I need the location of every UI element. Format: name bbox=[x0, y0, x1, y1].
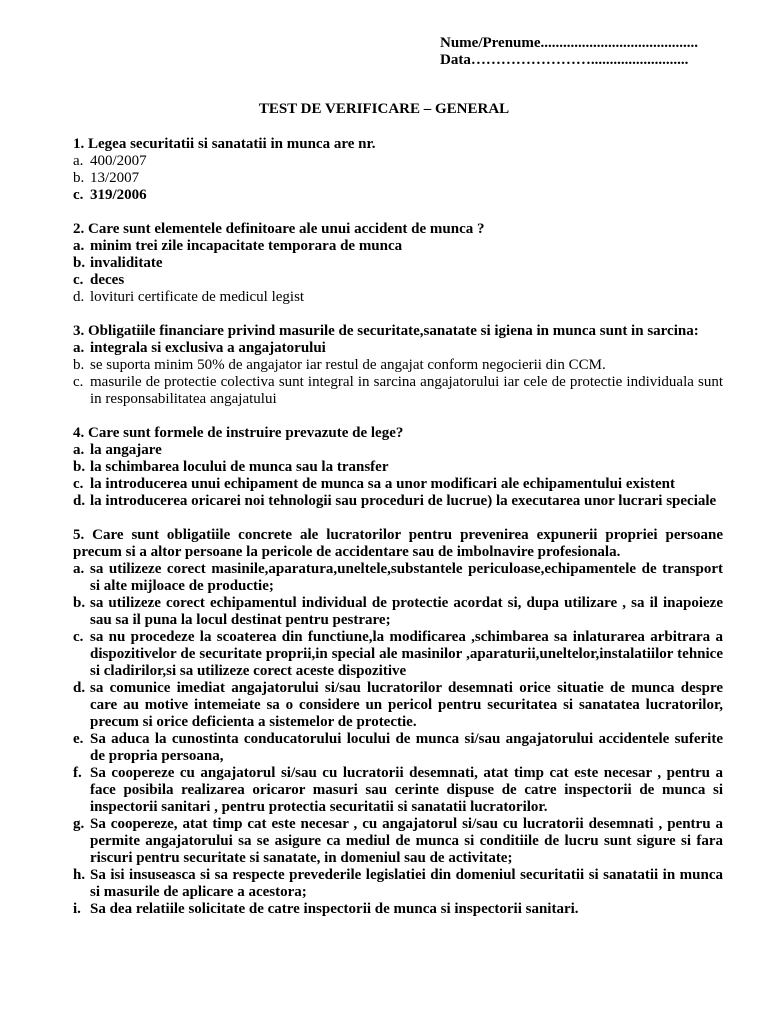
answer-option bbox=[73, 170, 723, 187]
option-text: Sa aduca la cunostinta conducatorului locului de munca si/sau angajatorului accidentele suferite de propria persoana, bbox=[90, 731, 723, 764]
answer-option bbox=[73, 816, 723, 867]
option-letter: a. bbox=[73, 153, 84, 169]
test-title: TEST DE VERIFICARE – GENERAL bbox=[258, 101, 510, 117]
option-text: sa nu procedeze la scoaterea din functiune,la modificarea ,schimbarea sa inlaturarea arbitrara a dispozitivelor de securitate proprii,in special ale masinilor ,aparaturii,uneltelor,instalatiilor tehnice si cladirilor,si sa utilizeze corect aceste dispozitive bbox=[90, 629, 723, 679]
option-letter: d. bbox=[73, 289, 85, 305]
answer-option bbox=[73, 493, 723, 510]
question-text: 1. Legea securitatii si sanatatii in munca are nr. bbox=[73, 136, 376, 152]
question-block bbox=[73, 527, 723, 918]
answer-option bbox=[73, 374, 723, 408]
question-block bbox=[73, 221, 723, 306]
option-text: Sa coopereze cu angajatorul si/sau cu lucratorii desemnati, atat timp cat este necesar , pentru a face posibila realizarea oricaror masuri sau cerinte dispuse de catre inspectorii de munca si inspectorii sanitari , pentru protectia securitatii si sanatatii lucratorilor. bbox=[90, 765, 723, 815]
option-text: la introducerea unui echipament de munca sa a unor modificari ale echipamentului existent bbox=[90, 476, 676, 492]
option-letter: a. bbox=[73, 442, 85, 458]
question-text: 3. Obligatiile financiare privind masurile de securitate,sanatate si igiena in munca sunt in sarcina: bbox=[73, 323, 699, 339]
option-letter: a. bbox=[73, 238, 85, 254]
option-letter: c. bbox=[73, 187, 84, 203]
option-text: sa comunice imediat angajatorului si/sau lucratorilor desemnati orice situatie de munca despre care au motive intemeiate sa o considere un pericol pentru securitatea si sanatatea lucratorilor, precum si orice deficienta a sistemelor de protectie. bbox=[90, 680, 723, 730]
questions-list bbox=[73, 136, 723, 935]
answer-option bbox=[73, 340, 723, 357]
option-letter: b. bbox=[73, 595, 86, 611]
option-text: Sa dea relatiile solicitate de catre inspectorii de munca si inspectorii sanitari. bbox=[90, 901, 579, 917]
answer-option bbox=[73, 680, 723, 731]
option-letter: c. bbox=[73, 272, 84, 288]
option-letter: c. bbox=[73, 476, 84, 492]
option-letter: b. bbox=[73, 459, 86, 475]
answer-option bbox=[73, 255, 723, 272]
answer-option bbox=[73, 357, 723, 374]
answer-option bbox=[73, 289, 723, 306]
answer-option bbox=[73, 629, 723, 680]
answer-option bbox=[73, 476, 723, 493]
question-text: 4. Care sunt formele de instruire prevazute de lege? bbox=[73, 425, 404, 441]
option-letter: e. bbox=[73, 731, 84, 747]
header-fields bbox=[440, 35, 698, 69]
option-letter: a. bbox=[73, 561, 85, 577]
name-field-line: Nume/Prenume.......................................... bbox=[440, 35, 699, 51]
option-letter: g. bbox=[73, 816, 85, 832]
answer-option bbox=[73, 153, 723, 170]
answer-option bbox=[73, 187, 723, 204]
option-text: minim trei zile incapacitate temporara de munca bbox=[90, 238, 403, 254]
option-letter: d. bbox=[73, 680, 86, 696]
option-letter: a. bbox=[73, 340, 85, 356]
date-field-line: Data…………………….......................... bbox=[440, 52, 689, 68]
answer-option bbox=[73, 459, 723, 476]
option-letter: f. bbox=[73, 765, 82, 781]
option-text: invaliditate bbox=[90, 255, 163, 271]
option-text: Sa isi insuseasca si sa respecte prevederile legislatiei din domeniul securitatii si sanatatii in munca si masurile de aplicare a acestora; bbox=[90, 867, 723, 900]
option-letter: b. bbox=[73, 255, 86, 271]
answer-option bbox=[73, 272, 723, 289]
option-letter: d. bbox=[73, 493, 86, 509]
question-text: 2. Care sunt elementele definitoare ale unui accident de munca ? bbox=[73, 221, 485, 237]
option-text: se suporta minim 50% de angajator iar restul de angajat conform negocierii din CCM. bbox=[90, 357, 606, 373]
option-text: Sa coopereze, atat timp cat este necesar , cu angajatorul si/sau cu lucratorii desemnati , pentru a permite angajatorului sa se asigure ca mediul de munca si conditiile de lucru sunt sigure si fara riscuri pentru securitate si sanatate, in domeniul sau de activitate; bbox=[90, 816, 723, 866]
option-text: 13/2007 bbox=[90, 170, 140, 186]
question-block bbox=[73, 425, 723, 510]
option-letter: b. bbox=[73, 170, 85, 186]
option-text: deces bbox=[90, 272, 125, 288]
option-text: la introducerea oricarei noi tehnologii sau proceduri de lucrue) la executarea unor lucrari speciale bbox=[90, 493, 717, 509]
answer-option bbox=[73, 867, 723, 901]
option-text: 400/2007 bbox=[90, 153, 147, 169]
option-text: la angajare bbox=[90, 442, 162, 458]
answer-option bbox=[73, 901, 723, 918]
option-letter: i. bbox=[73, 901, 81, 917]
option-letter: b. bbox=[73, 357, 85, 373]
answer-option bbox=[73, 442, 723, 459]
answer-option bbox=[73, 595, 723, 629]
question-text: 5. Care sunt obligatiile concrete ale lucratorilor pentru prevenirea expunerii propriei persoane precum si a altor persoane la pericole de accidentare sau de imbolnavire profesionala. bbox=[73, 527, 723, 560]
option-text: integrala si exclusiva a angajatorului bbox=[90, 340, 326, 356]
option-text: 319/2006 bbox=[90, 187, 147, 203]
option-text: masurile de protectie colectiva sunt integral in sarcina angajatorului iar cele de protectie individuala sunt in responsabilitatea angajatului bbox=[90, 374, 723, 407]
answer-option bbox=[73, 731, 723, 765]
question-block bbox=[73, 136, 723, 204]
option-text: sa utilizeze corect masinile,aparatura,uneltele,substantele periculoase,echipamentele de transport si alte mijloace de productie; bbox=[90, 561, 723, 594]
option-text: lovituri certificate de medicul legist bbox=[90, 289, 305, 305]
option-text: la schimbarea locului de munca sau la transfer bbox=[90, 459, 389, 475]
answer-option bbox=[73, 561, 723, 595]
answer-option bbox=[73, 238, 723, 255]
option-letter: c. bbox=[73, 629, 84, 645]
question-block bbox=[73, 323, 723, 408]
option-letter: c. bbox=[73, 374, 84, 390]
answer-option bbox=[73, 765, 723, 816]
option-text: sa utilizeze corect echipamentul individual de protectie acordat si, dupa utilizare , sa il inapoieze sau sa il puna la locul destinat pentru pestrare; bbox=[90, 595, 723, 628]
option-letter: h. bbox=[73, 867, 86, 883]
